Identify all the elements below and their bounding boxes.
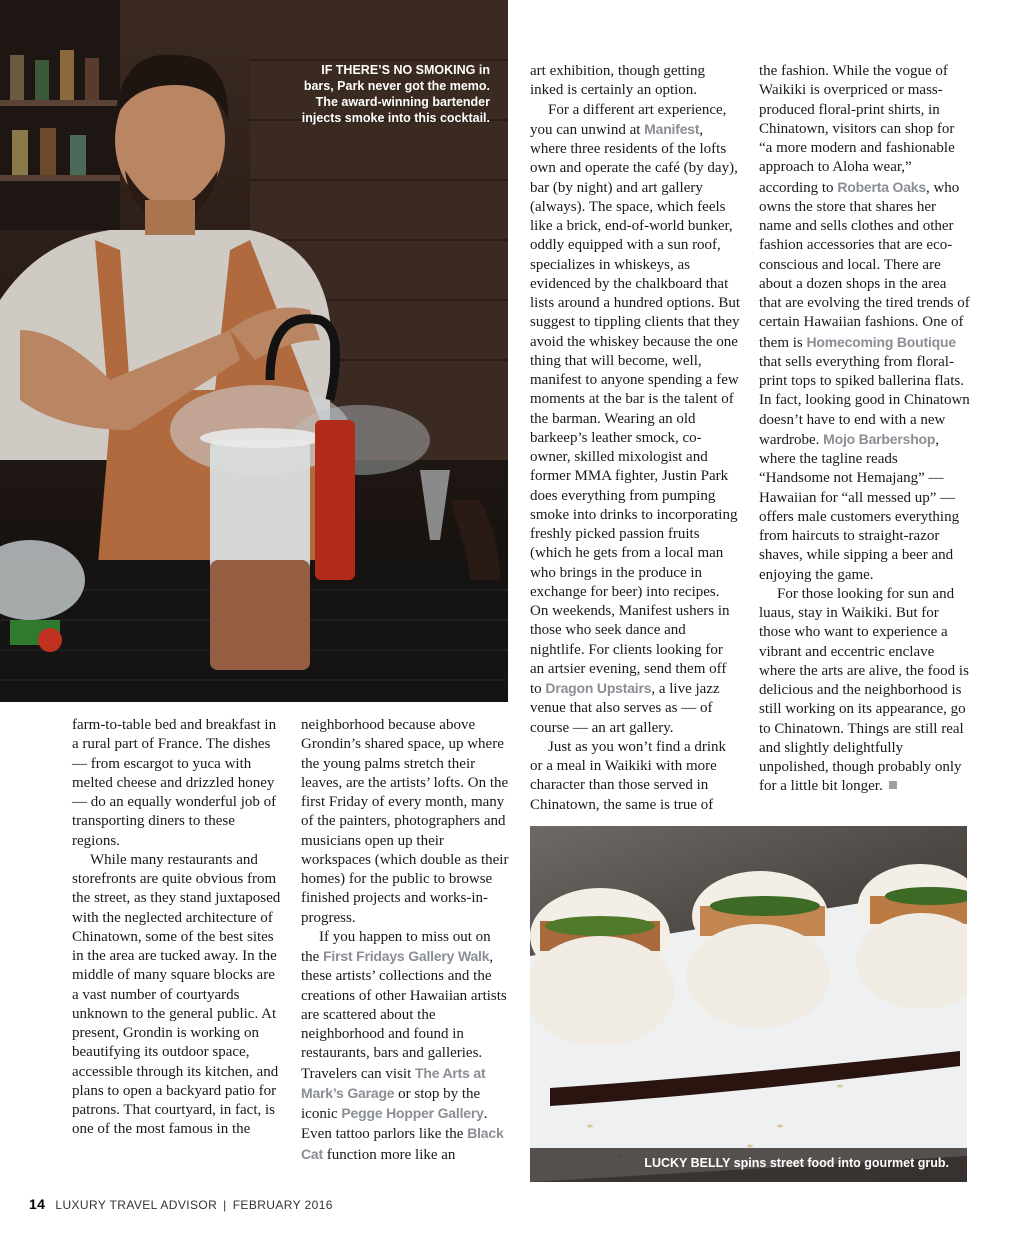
end-of-article-mark: [889, 781, 897, 789]
text-run: , a live jazz venue that also serves as — of course — an art gallery.: [530, 681, 720, 736]
paragraph: [759, 585, 971, 797]
top-caption-rest: in bars, Park never got the memo. The award-winning bartender injects smoke into this cocktail.: [301, 63, 490, 125]
paragraph: While many restaurants and storefronts are quite obvious from the street, as they stand juxtaposed with the neglected architecture of Chinatown, some of the best sites in the area are tucked away. In the middle of many square blocks are a vast number of courtyards unknown to the general public. At present, Grondin is working on beautifying its outdoor space, accessible through its kitchen, and plans to open a backyard patio for patrons. That courtyard, in fact, is one of the most famous in the: [72, 851, 281, 1138]
top-photo-caption: [290, 62, 490, 126]
bottom-photo-caption: [644, 1156, 949, 1170]
text-run: , these artists’ collections and the creations of other Hawaiian artists are scattered about the neighborhood and found in restaurants, bars and galleries. Travelers can visit: [301, 949, 507, 1082]
text-run: the fashion. While the vogue of Waikiki is overpriced or mass-produced floral-print shirts, in Chinatown, visitors can shop for “a more modern and fashionable approach to Aloha wear,” according to: [759, 63, 955, 196]
venue-black-cat: Black Cat: [301, 1125, 504, 1162]
footer-separator: |: [223, 1198, 227, 1212]
bottom-caption-lead: LUCKY BELLY: [644, 1156, 731, 1170]
venue-homecoming-boutique: Homecoming Boutique: [806, 333, 956, 350]
text-run: If you happen to miss out on the: [301, 928, 491, 965]
venue-mojo-barbershop: Mojo Barbershop: [823, 430, 936, 447]
paragraph: [301, 928, 511, 1165]
text-run: For those looking for sun and luaus, stay in Waikiki. But for those who want to experience a vibrant and eccentric enclave where the arts are alive, the food is delicious and the neighborhood is still working on its appearance, go to Chinatown. Things are still real and slightly delightfully unpolished, though probably only for a little bit longer.: [759, 585, 969, 795]
paragraph: art exhibition, though getting inked is certainly an option.: [530, 63, 705, 99]
venue-arts-at-marks-garage: The Arts at Mark’s Garage: [301, 1064, 486, 1101]
paragraph: Just as you won’t find a drink or a meal in Waikiki with more character than those served in Chinatown, the same is true of: [530, 738, 727, 813]
text-run: that sells everything from floral-print tops to spiked ballerina flats. In fact, looking good in Chinatown doesn’t have to end with a new wardrobe.: [759, 353, 970, 448]
bottom-caption-rest: spins street food into gourmet grub.: [730, 1156, 949, 1170]
top-caption-lead: IF THERE’S NO SMOKING: [321, 63, 476, 77]
article-column-4: [759, 62, 971, 797]
venue-dragon-upstairs: Dragon Upstairs: [545, 680, 652, 696]
article-column-2: [301, 716, 511, 1165]
bao-illustration: [530, 826, 967, 1182]
text-run: . Even tattoo parlors like the: [301, 1106, 488, 1143]
venue-manifest: Manifest: [644, 120, 700, 137]
paragraph: [530, 101, 740, 738]
text-run: , where three residents of the lofts own and operate the café (by day), bar (by night) and art gallery (always). The space, which feels like a brick, end-of-world bunker, oddly equipped with a sun roof, specializes in whiskeys, as evidenced by the chalkboard that lists around a hundred options. But suggest to tippling clients that they avoid the whiskey because the one thing that will become, well, manifest to anyone spending a few moments at the bar is the talent of the barman. Wearing an old barkeep’s leather smock, co-owner, skilled mixologist and former MMA fighter, Justin Park does everything from pumping smoke into drinks to incorporating freshly picked passion fruits (which he gets from a local man who brings in the produce in exchange for beer) into recipes. On weekends, Manifest ushers in those who seek dance and nightlife. For clients looking for an artsier evening, send them off to: [530, 121, 740, 697]
article-column-3: [530, 62, 740, 815]
paragraph: farm-to-table bed and breakfast in a rural part of France. The dishes — from escargot to yuca with melted cheese and drizzled honey — do an equally wonderful job of transporting diners to these regions.: [72, 717, 277, 849]
text-run: or stop by the iconic: [301, 1085, 481, 1122]
venue-roberta-oaks: Roberta Oaks: [837, 178, 926, 195]
text-run: , where the tagline reads “Handsome not Hemajang” — Hawaiian for “all messed up” — offers male customers everything from haircuts to straight-razor shaves, while sipping a beer and enjoying the game.: [759, 431, 960, 583]
text-run: function more like an: [322, 1146, 456, 1163]
text-run: For a different art experience, you can unwind at: [530, 101, 727, 138]
bao-photo: [530, 826, 967, 1182]
issue-date: FEBRUARY 2016: [232, 1198, 333, 1212]
venue-first-fridays: First Fridays Gallery Walk: [323, 948, 490, 964]
page-footer: [29, 1196, 333, 1212]
publication-name: LUXURY TRAVEL ADVISOR: [55, 1198, 218, 1212]
bartender-photo: [0, 0, 508, 702]
page-number: 14: [29, 1196, 46, 1212]
venue-pegge-hopper: Pegge Hopper Gallery: [341, 1105, 484, 1121]
article-column-1: [72, 716, 282, 1140]
paragraph: neighborhood because above Grondin’s shared space, up where the young palms stretch their leaves, are the artists’ lofts. On the first Friday of every month, many of the painters, photographers and musicians open up their workspaces (which double as their homes) for the public to browse finished projects and works-in-progress.: [301, 717, 509, 926]
text-run: , who owns the store that shares her name and sells clothes and other fashion accessories that are eco-conscious and local. There are about a dozen shops in the area that are evolving the tired trends of certain Hawaiian fashions. One of them is: [759, 179, 970, 351]
paragraph: [759, 62, 971, 585]
